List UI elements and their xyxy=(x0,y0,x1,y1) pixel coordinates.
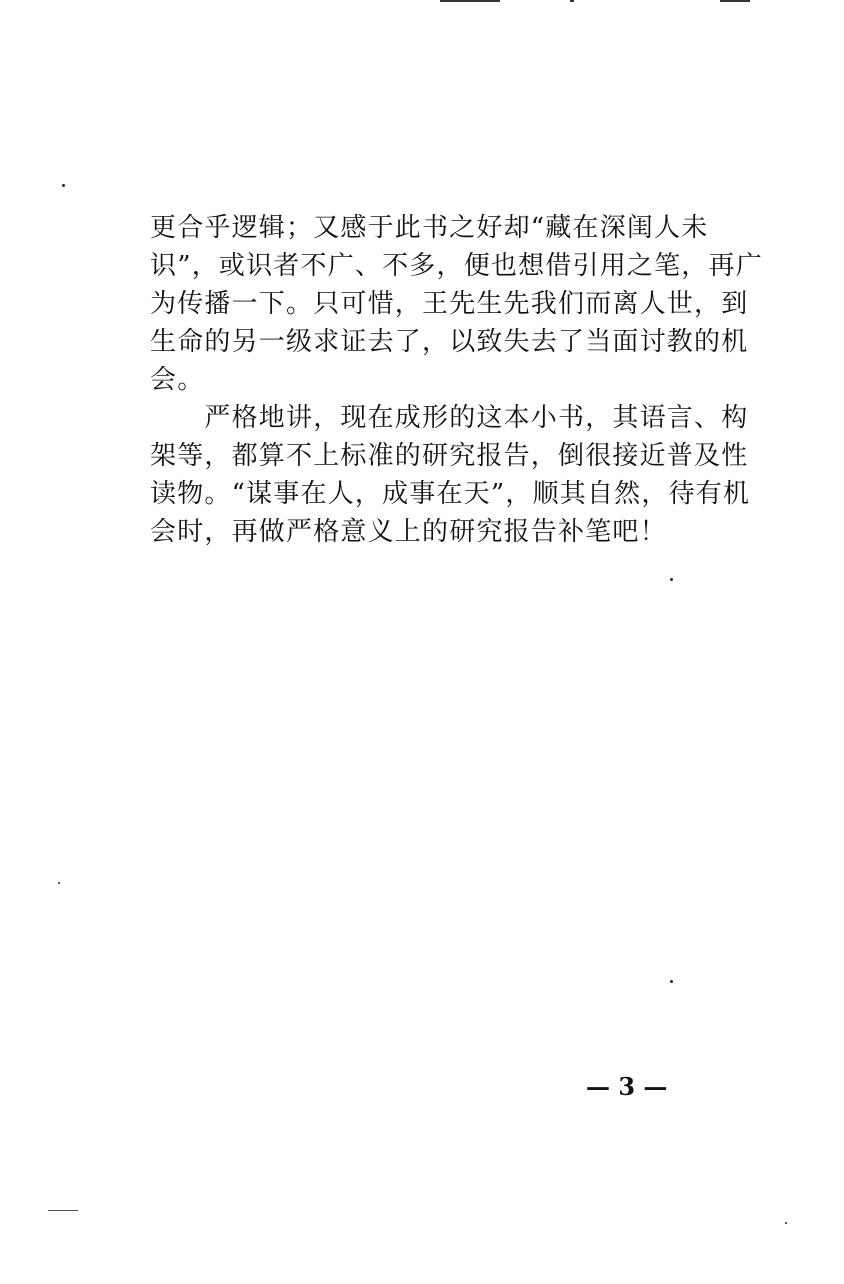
scan-speck xyxy=(48,1210,78,1211)
text-line: 读物。“谋事在人，成事在天”，顺其自然，待有机 xyxy=(150,479,751,509)
scan-speck xyxy=(785,1222,787,1224)
scan-speck xyxy=(58,882,60,884)
paragraph-1 xyxy=(150,209,763,399)
text-line: 会时，再做严格意义上的研究报告补笔吧！ xyxy=(150,517,667,547)
paragraph-2 xyxy=(150,399,751,551)
text-line: 识”，或识者不广、不多，便也想借引用之笔，再广 xyxy=(150,251,763,281)
page-number: — 3 — xyxy=(586,1072,668,1101)
text-line: 为传播一下。只可惜，王先生先我们而离人世，到 xyxy=(150,289,749,319)
text-line: 生命的另一级求证去了，以致失去了当面讨教的机 xyxy=(150,327,749,357)
scan-speck xyxy=(670,578,673,581)
scan-speck xyxy=(62,184,65,187)
text-line: 更合乎逻辑；又感于此书之好却“藏在深闺人未 xyxy=(150,213,709,243)
text-line: 会。 xyxy=(150,365,205,395)
top-edge-marks xyxy=(430,0,760,4)
text-line: 严格地讲，现在成形的这本小书，其语言、构 xyxy=(150,403,749,433)
body-text xyxy=(150,209,763,551)
scan-speck xyxy=(670,980,673,983)
text-line: 架等，都算不上标准的研究报告，倒很接近普及性 xyxy=(150,441,749,471)
